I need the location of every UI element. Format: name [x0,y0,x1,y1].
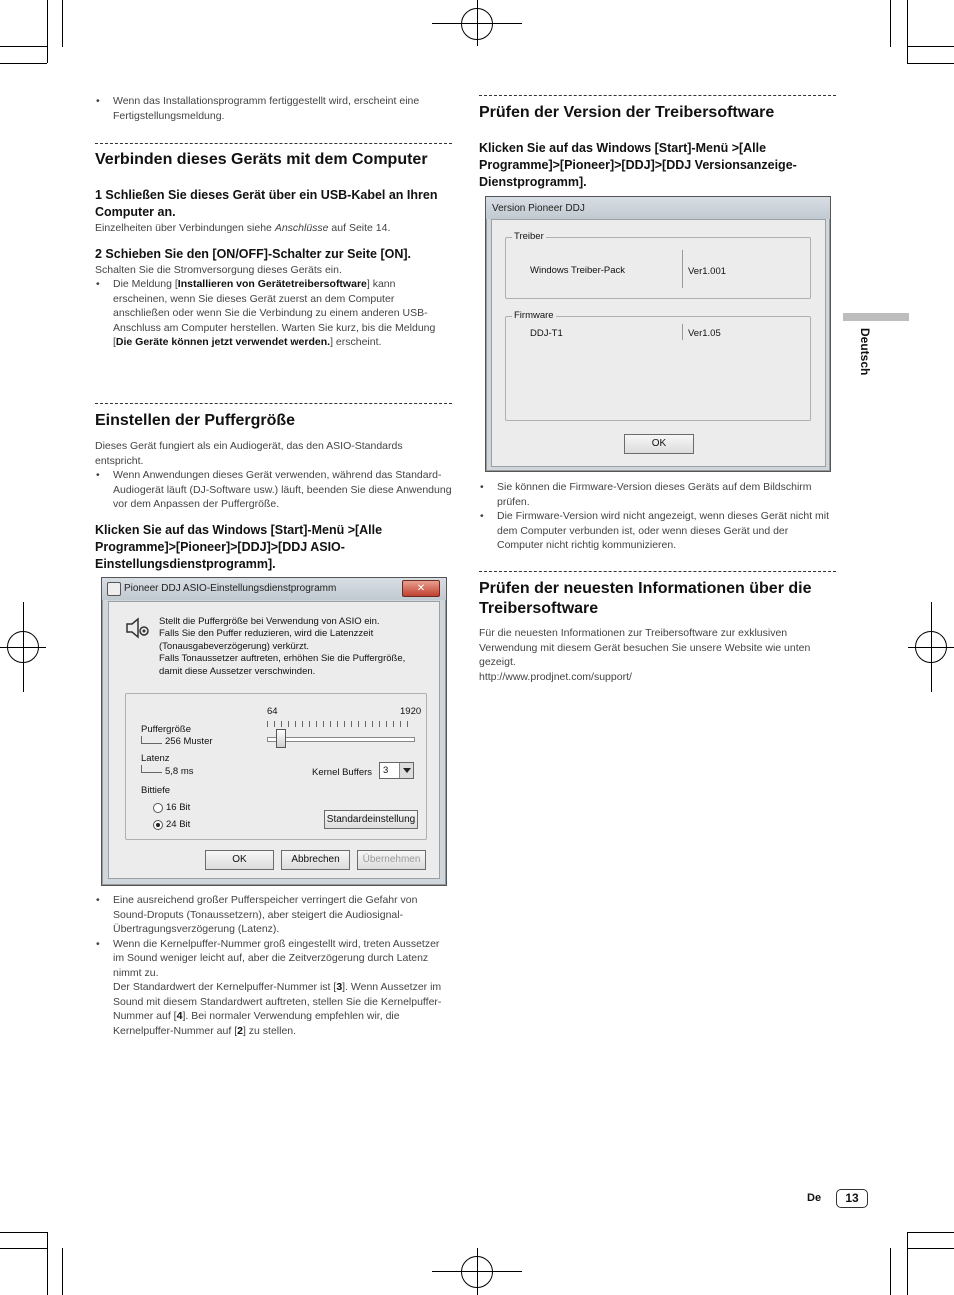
section-divider [479,571,836,572]
buffer-value: 256 Muster [165,736,213,747]
list-item: • Die Meldung [Installieren von Gerätetreibersoftware] kann erscheinen, wenn Sie dieses Gerät zuerst an dem Computer anschließen oder wenn Sie die Verbindung zu einem anderen USB-Anschluss am Computer herstellen. Warten Sie kurz, bis die Meldung [Die Geräte können jetzt verwendet werden.] erscheint. [95,277,452,350]
ok-button[interactable]: OK [205,850,274,870]
dialog-body [108,601,440,879]
section-text: Dieses Gerät fungiert als ein Audiogerät, das den ASIO-Standards entspricht. [95,440,403,467]
slider-min-label: 64 [267,706,278,717]
list-item: • Sie können die Firmware-Version dieses Geräts auf dem Bildschirm prüfen. [479,480,836,509]
asio-notes [95,893,452,1038]
section-connect [95,150,452,350]
ok-button[interactable]: OK [624,434,694,454]
kernel-buffers-label: Kernel Buffers [312,767,373,778]
driver-group [505,231,811,299]
asio-dialog [101,577,447,886]
lang-code: De [807,1192,822,1204]
close-icon: ✕ [416,583,426,594]
firmware-name: DDJ-T1 [530,328,563,339]
close-button[interactable] [402,580,440,597]
radio-16bit[interactable] [153,803,163,813]
step-1-text: Einzelheiten über Verbindungen siehe Anschlüsse auf Seite 14. [95,222,391,234]
radio-24bit-label: 24 Bit [166,819,191,830]
apply-button[interactable]: Übernehmen [357,850,426,870]
divider [682,324,683,340]
list-item: • Wenn die Kernelpuffer-Nummer groß eingestellt wird, treten Aussetzer im Sound weniger leicht auf, aber die Zeitverzögerung durch Latenz nimmt zu. Der Standardwert der Kernelpuffer-Nummer ist [3]. Wenn Aussetzer im Sound mit diesem Standardwert auftreten, stellen Sie die Kernelpuffer-Nummer auf [4]. Bei normaler Verwendung empfehlen wir, die Kernelpuffer-Nummer auf [2] zu stellen. [95,937,452,1039]
firmware-group [505,310,811,421]
default-settings-button[interactable]: Standardeinstellung [324,810,418,829]
latency-value: 5,8 ms [165,766,194,777]
radio-24bit[interactable] [153,820,163,830]
latency-bracket [141,765,162,773]
section-title: Prüfen der neuesten Informationen über die Treibersoftware [479,580,812,617]
menu-path: Klicken Sie auf das Windows [Start]-Menü >[Alle Programme]>[Pioneer]>[DDJ]>[DDJ ASIO-Einstellungsdienstprogramm]. [95,522,383,571]
dialog-title: Pioneer DDJ ASIO-Einstellungsdienstprogramm [124,583,337,594]
side-tab-label: Deutsch [858,328,872,376]
dialog-titlebar [486,197,830,219]
firmware-group-label: Firmware [514,310,554,321]
version-dialog [485,196,831,472]
dialog-body [491,219,826,467]
latency-label: Latenz [141,753,170,764]
slider-max-label: 1920 [400,706,422,717]
section-buffer [95,411,452,573]
section-title: Prüfen der Version der Treibersoftware [479,104,775,121]
cancel-button[interactable]: Abbrechen [281,850,350,870]
settings-group [125,693,427,840]
driver-group-label: Treiber [514,231,544,242]
section-divider [95,143,452,144]
list-item: • Wenn Anwendungen dieses Gerät verwenden, während das Standard-Audiogerät läuft (DJ-Software usw.) läuft, beenden Sie diese Anwendung vor dem Anpassen der Puffergröße. [95,468,452,512]
page-number: 13 [836,1189,868,1208]
section-divider [479,95,836,96]
step-1-title: 1 Schließen Sie dieses Gerät über ein USB-Kabel an Ihren Computer an. [95,188,438,219]
support-url[interactable]: http://www.prodjnet.com/support/ [479,670,632,683]
menu-path: Klicken Sie auf das Windows [Start]-Menü >[Alle Programme]>[Pioneer]>[DDJ]>[DDJ Versionsanzeige-Dienstprogramm]. [479,141,797,189]
dialog-title: Version Pioneer DDJ [492,203,585,214]
section-text: Für die neuesten Informationen zur Treibersoftware zur exklusiven Verwendung mit diesem Gerät besuchen Sie unsere Website wie unten gezeigt. [479,627,811,668]
kernel-buffers-select[interactable] [379,762,414,779]
divider [682,250,683,288]
info-text: Stellt die Puffergröße bei Verwendung von ASIO ein. Falls Sie den Puffer reduzieren, wird die Latenzzeit (Tonausgabeverzögerung) verkürzt. Falls Tonaussetzer auftreten, erhöhen Sie die Puffergröße, damit diese Aussetzer verschwinden. [159,616,406,677]
notes-list [95,893,452,1038]
dialog-titlebar [102,578,446,600]
notes-list [479,480,836,553]
buffer-label: Puffergröße [141,724,191,735]
bitdepth-label: Bittiefe [141,785,171,796]
kernel-buffers-value: 3 [383,765,389,776]
list-item: • Wenn das Installationsprogramm fertiggestellt wird, erscheint eine Fertigstellungsmeldung. [95,94,452,123]
side-tab [843,313,909,321]
driver-name: Windows Treiber-Pack [530,265,626,276]
firmware-version: Ver1.05 [688,328,721,339]
version-notes [479,480,836,553]
section-divider [95,403,452,404]
step-2-text: Schalten Sie die Stromversorgung dieses Geräts ein. [95,263,342,276]
left-column [95,94,452,123]
section-bullets [95,468,452,512]
slider-ticks [267,721,413,727]
chevron-down-icon [399,763,413,778]
buffer-bracket [141,736,162,744]
list-item: • Eine ausreichend großer Pufferspeicher verringert die Gefahr von Sound-Droputs (Tonaussetzern), aber steigert die Audiosignal-Übertragungsverzögerung (Latenz). [95,893,452,937]
speaker-gear-icon [125,616,151,640]
step-2-title: 2 Schieben Sie den [ON/OFF]-Schalter zur Seite [ON]. [95,246,412,261]
section-title: Einstellen der Puffergröße [95,412,296,429]
section-latest-info [479,579,836,684]
driver-version: Ver1.001 [688,266,727,277]
buffer-slider[interactable] [267,737,415,742]
section-title: Verbinden dieses Geräts mit dem Computer [95,151,428,168]
list-item: • Die Firmware-Version wird nicht angezeigt, wenn dieses Gerät nicht mit dem Computer verbunden ist, oder wenn dieses Gerät und der Computer nicht richtig kommunizieren. [479,509,836,553]
section-version [479,103,836,191]
slider-thumb[interactable] [276,729,286,748]
app-icon [107,582,121,596]
radio-16bit-label: 16 Bit [166,802,191,813]
step-2-bullets [95,277,452,350]
intro-bullet-list [95,94,452,123]
